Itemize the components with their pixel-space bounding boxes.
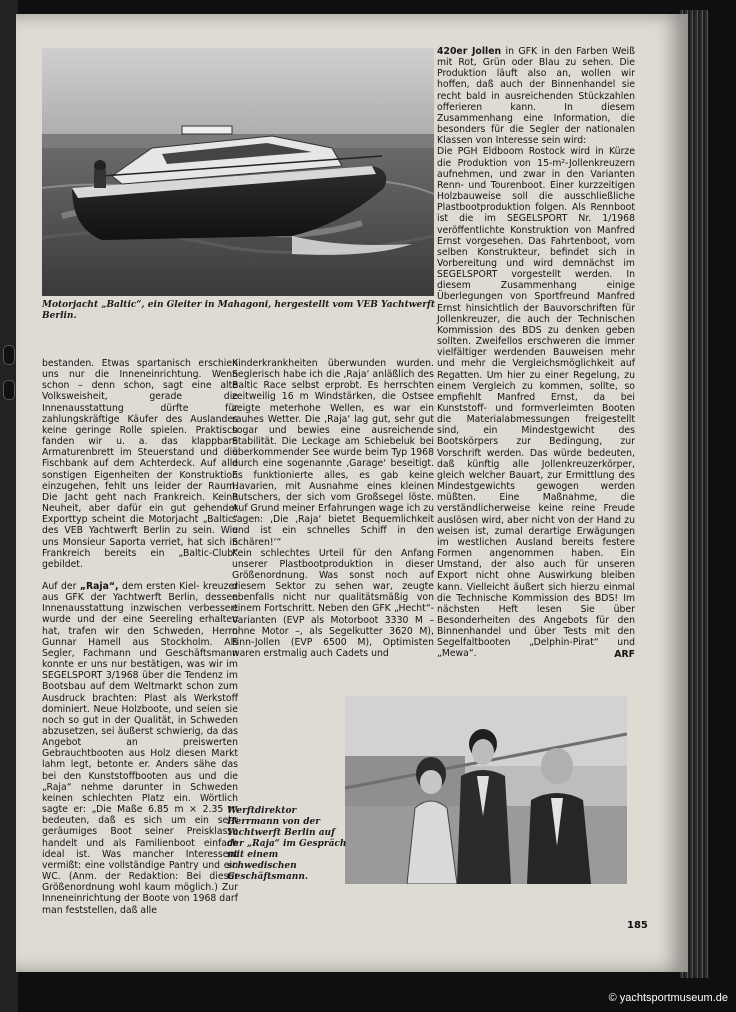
raja-lead-prefix: Auf der bbox=[42, 580, 80, 592]
people-photo-image bbox=[345, 696, 627, 884]
people-photo bbox=[345, 696, 627, 884]
yacht-photo bbox=[42, 48, 434, 296]
author-signature: ARF bbox=[614, 648, 635, 660]
raja-paragraph-body: kreuzer aus GFK der Yachtwerft Berlin, dessen Innenausstattung inzwischen verbessert wurde und der eine Seereling erhalten hat, trafen wir den Schweden, Herrn Gunnar Hamell aus Stockholm. Als Segler, Fachmann und Geschäftsmann konnte er uns nur bestätigen, was wir im SEGELSPORT 3/1968 über die Tendenz im Bootsbau auf dem Weltmarkt schon zum Ausdruck brachten: Plast als Werkstoff dominiert. Neue Holzboote, und seien sie noch so gut in der Qualität, in Schweden abzusetzen, sei äußerst schwierig, da das Angebot an preiswerten Gebrauchtbooten aus Holz diesen Markt lahm legt, betonte er. Anders sähe das bei den Kunststoffbooten aus und die „Raja“ nehme darunter in Schweden keinen schlechten Platz ein. Wörtlich sagte er: „Die Maße 6.85 m × 2.35 m bedeuten, daß es sich um ein sehr geräumiges Boot seiner Preisklasse handelt und als Familienboot einfach ideal ist. Was mancher Interessent vermißt: eine vollständige Pantry und ein WC. (Anm. der Redaktion: Bei dieser Größenordnung wohl kaum möglich.) Zur Inneneinrichtung der Boote von 1968 darf man feststellen, daß alle bbox=[42, 580, 238, 916]
watermark: © yachtsportmuseum.de bbox=[608, 992, 728, 1004]
raja-lead-suffix: dem ersten Kiel- bbox=[118, 580, 200, 592]
article-paragraph: Kein schlechtes Urteil für den Anfang unserer Plastbootproduktion in dieser Größenordnung. Was sonst noch auf diesem Sektor zu sehen war, zeugte ebenfalls nicht nur qualitätsmäßig von einem Fortschritt. Neben den GFK „Hecht“-Varianten (EVP als Motorboot 3330 M – ohne Motor –, als Segelkutter 3620 M), Finn-Jollen (EVP 6500 M), Optimisten waren erstmalig auch Cadets und bbox=[232, 547, 434, 660]
article-paragraph: Kinderkrankheiten überwunden wurden. Seglerisch habe ich die ‚Raja‘ anläßlich des Baltic Race selbst erprobt. Es herrschten zeitweilig 16 m Windstärken, die Ostsee zeigte meterhohe Wellen, es war ein rauhes Wetter. Die ‚Raja‘ lag gut, sehr gut sogar und bewies eine ausreichende Stabilität. Die Leckage am Schiebeluk bei überkommender See wurde beim Typ 1968 durch eine sogenannte ‚Garage‘ beseitigt. Es funktionierte alles, es gab keine Havarien, mit Ausnahme eines kleinen Rutschers, der sich vom Großsegel löste. Auf Grund meiner Erfahrungen wage ich zu sagen: ‚Die ‚Raja‘ bietet Bequemlichkeit und ist ein schnelles Schiff in den Schären!‘“ bbox=[232, 358, 434, 548]
article-paragraph: Die PGH Eldboom Rostock wird in Kürze die Produktion von 15-m²-Jollenkreuzern aufnehmen, und zwar in den Varianten Renn- und Tourenboot. Einer kurzzeitigen Holzbauweise soll die ausschließliche Plastbootproduktion folgen. Als Rennboot ist die im SEGELSPORT Nr. 1/1968 veröffentlichte Konstruktion von Manfred Ernst vorgesehen. Das Fahrtenboot, vom selben Konstrukteur, befindet sich in Vorbereitung und wird demnächst im SEGELSPORT vorgestellt werden. In diesem Zusammenhang einige Überlegungen von Sportfreund Manfred Ernst hinsichtlich der Bauvorschriften für Jollenkreuzer, die auch der Technischen Kommission des BDS zu denken geben sollten. Zweifellos erschweren die immer vielfältiger werdenden Bauweisen mehr und mehr die Vergleichsmöglichkeit auf Regatten. Um hier zu einer Regelung, zu einem Vergleich zu kommen, sollte, so empfiehlt Manfred Ernst, da bei Kunststoff- und formverleimten Booten die Materialabmessungen freigestellt sind, ein Mindestgewicht des Bootskörpers zur Bedingung, zur Vorschrift werden. Das würde bedeuten, daß künftig alle Jollenkreuzerkörper, gleich welcher Bauart, zur Ermittlung des Mindestgewichts gewogen werden müßten. Eine Maßnahme, die verständlicherweise keine reine Freude auslösen wird, aber nicht von der Hand zu weisen ist, zumal derartige Erwägungen im westlichen Ausland bereits festere Formen angenommen haben. Ein Umstand, der also auch für unseren Export nicht ohne Auswirkung bleiben kann. Vielleicht äußert sich hierzu einmal die Technische Kommission des BDS! Im nächsten Heft lesen Sie über Besonderheiten des Angebots für den Binnenhandel und über Tests mit den Segelfaltbooten „Delphin-Pirat“ und „Mewa“. bbox=[437, 146, 635, 660]
people-photo-caption: Werftdirektor Herrmann von der Yachtwerft Berlin auf der „Raja“ im Gespräch mit einem schwedischen Geschäftsmann. bbox=[227, 806, 347, 882]
article-column-1 bbox=[42, 358, 238, 916]
binding-hole bbox=[3, 380, 15, 400]
article-column-2 bbox=[232, 358, 434, 659]
yacht-photo-image bbox=[42, 48, 434, 296]
magazine-page bbox=[16, 14, 688, 972]
jollen-lead-bold: 420er Jollen bbox=[437, 46, 502, 57]
article-paragraph: bestanden. Etwas spartanisch erschien uns nur die Inneneinrichtung. Wenn schon – denn schon, sagt eine alte Volksweisheit, gerade die Innenausstattung dürfte für zahlungskräftige Käufer des Auslandes keine geringe Rolle spielen. Praktisch fanden wir u. a. das klappbare Armaturenbrett im Steuerstand und die Fischbank auf dem Achterdeck. Auf alle sonstigen Eigenheiten der Konstruktion einzugehen, fehlt uns leider der Raum. Die Jacht geht nach Frankreich. Keine Neuheit, aber dafür ein gut gehender Exporttyp scheint die Motorjacht „Baltic“ des VEB Yachtwerft Berlin zu sein. Wie uns Monsieur Saporta verriet, hat sich in Frankreich bereits ein „Baltic-Club“ gebildet. bbox=[42, 358, 238, 570]
article-paragraph bbox=[437, 46, 635, 146]
raja-lead-bold: „Raja“, bbox=[79, 580, 119, 592]
page-number: 185 bbox=[627, 920, 648, 931]
article-column-3 bbox=[437, 46, 635, 660]
yacht-photo-caption: Motorjacht „Baltic“, ein Gleiter in Mahagoni, hergestellt vom VEB Yachtwerft Berlin. bbox=[42, 300, 435, 321]
article-paragraph bbox=[42, 581, 238, 916]
jollen-paragraph-body: in GFK in den Farben Weiß mit Rot, Grün oder Blau zu sehen. Die Produktion läuft also an, wollen wir hoffen, daß auch der Binnenhandel sie recht bald in ausreichenden Stückzahlen offerieren kann. In diesem Zusammenhang eine Information, die besonders für die Segler der nationalen Klassen von Interesse sein wird: bbox=[437, 46, 635, 147]
binding-hole bbox=[3, 345, 15, 365]
